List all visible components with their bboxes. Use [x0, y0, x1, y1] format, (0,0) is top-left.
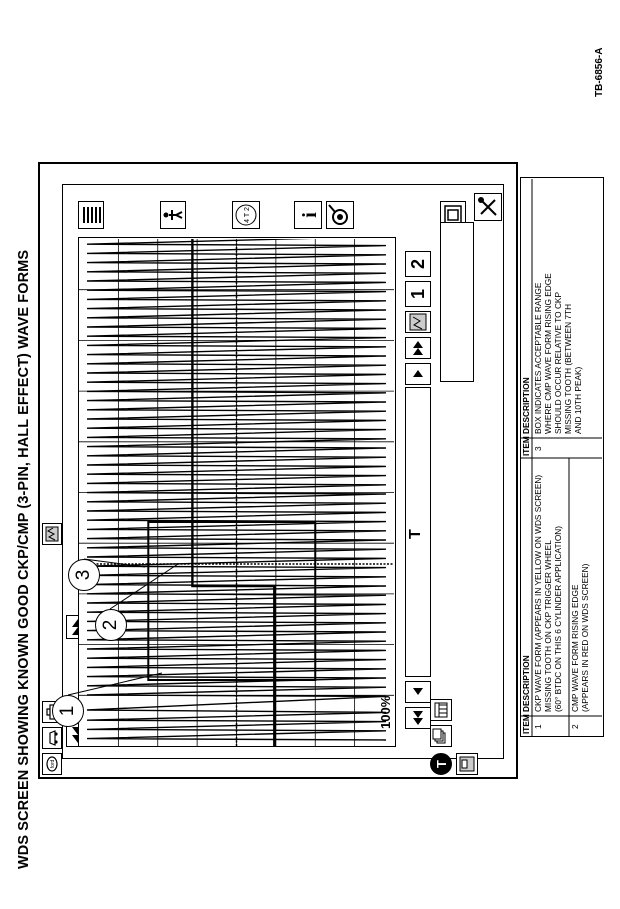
- legend-table: [520, 177, 604, 737]
- legend-header-item-2: ITEM: [521, 436, 531, 456]
- callout-2: 2: [95, 609, 127, 641]
- legend-row-line: WHERE CMP WAVE FORM RISING EDGE: [543, 273, 553, 434]
- trigger-icon: T: [433, 760, 449, 768]
- legend-row-line: AND 10TH PEAK): [573, 366, 583, 434]
- legend-row-item: 3: [533, 446, 543, 451]
- legend-row-line: MISSING TOOTH (BETWEEN 7TH: [563, 303, 573, 434]
- callout-1: 1: [52, 695, 84, 727]
- legend-header-description-2: DESCRIPTION: [521, 377, 531, 434]
- zoom-level: 100%: [378, 695, 393, 729]
- legend-row-line: BOX INDICATES ACCEPTABLE RANGE: [533, 282, 543, 434]
- legend-header-item: ITEM: [521, 714, 531, 734]
- callout-3: 3: [68, 559, 100, 591]
- page-1-button[interactable]: 1: [405, 281, 431, 307]
- legend-row-item: 2: [570, 724, 580, 729]
- legend-row-line: MISSING TOOTH ON CKP TRIGGER WHEEL: [543, 540, 553, 712]
- legend-row-line: CMP WAVE FORM RISING EDGE: [570, 584, 580, 712]
- svg-text:4 T 2: 4 T 2: [244, 207, 251, 223]
- svg-text:i: i: [299, 212, 321, 218]
- legend-header-description: DESCRIPTION: [521, 655, 531, 712]
- legend-row-item: 1: [533, 724, 543, 729]
- time-cursor-label: T: [407, 529, 424, 539]
- legend-row-line: (60° BTDC ON THIS 6 CYLINDER APPLICATION): [553, 525, 563, 712]
- svg-text:ford: ford: [50, 759, 56, 769]
- figure-title: WDS SCREEN SHOWING KNOWN GOOD CKP/CMP (3-PIN, HALL EFFECT) WAVE FORMS: [16, 249, 32, 869]
- page-2-button[interactable]: 2: [405, 251, 431, 277]
- legend-row-line: (APPEARS IN RED ON WDS SCREEN): [580, 563, 590, 712]
- legend-row-line: SHOULD OCCUR RELATIVE TO CKP: [553, 292, 563, 434]
- legend-row-line: CKP WAVE FORM (APPEARS IN YELLOW ON WDS SCREEN): [533, 474, 543, 712]
- figure-id: TB-6856-A: [594, 47, 605, 97]
